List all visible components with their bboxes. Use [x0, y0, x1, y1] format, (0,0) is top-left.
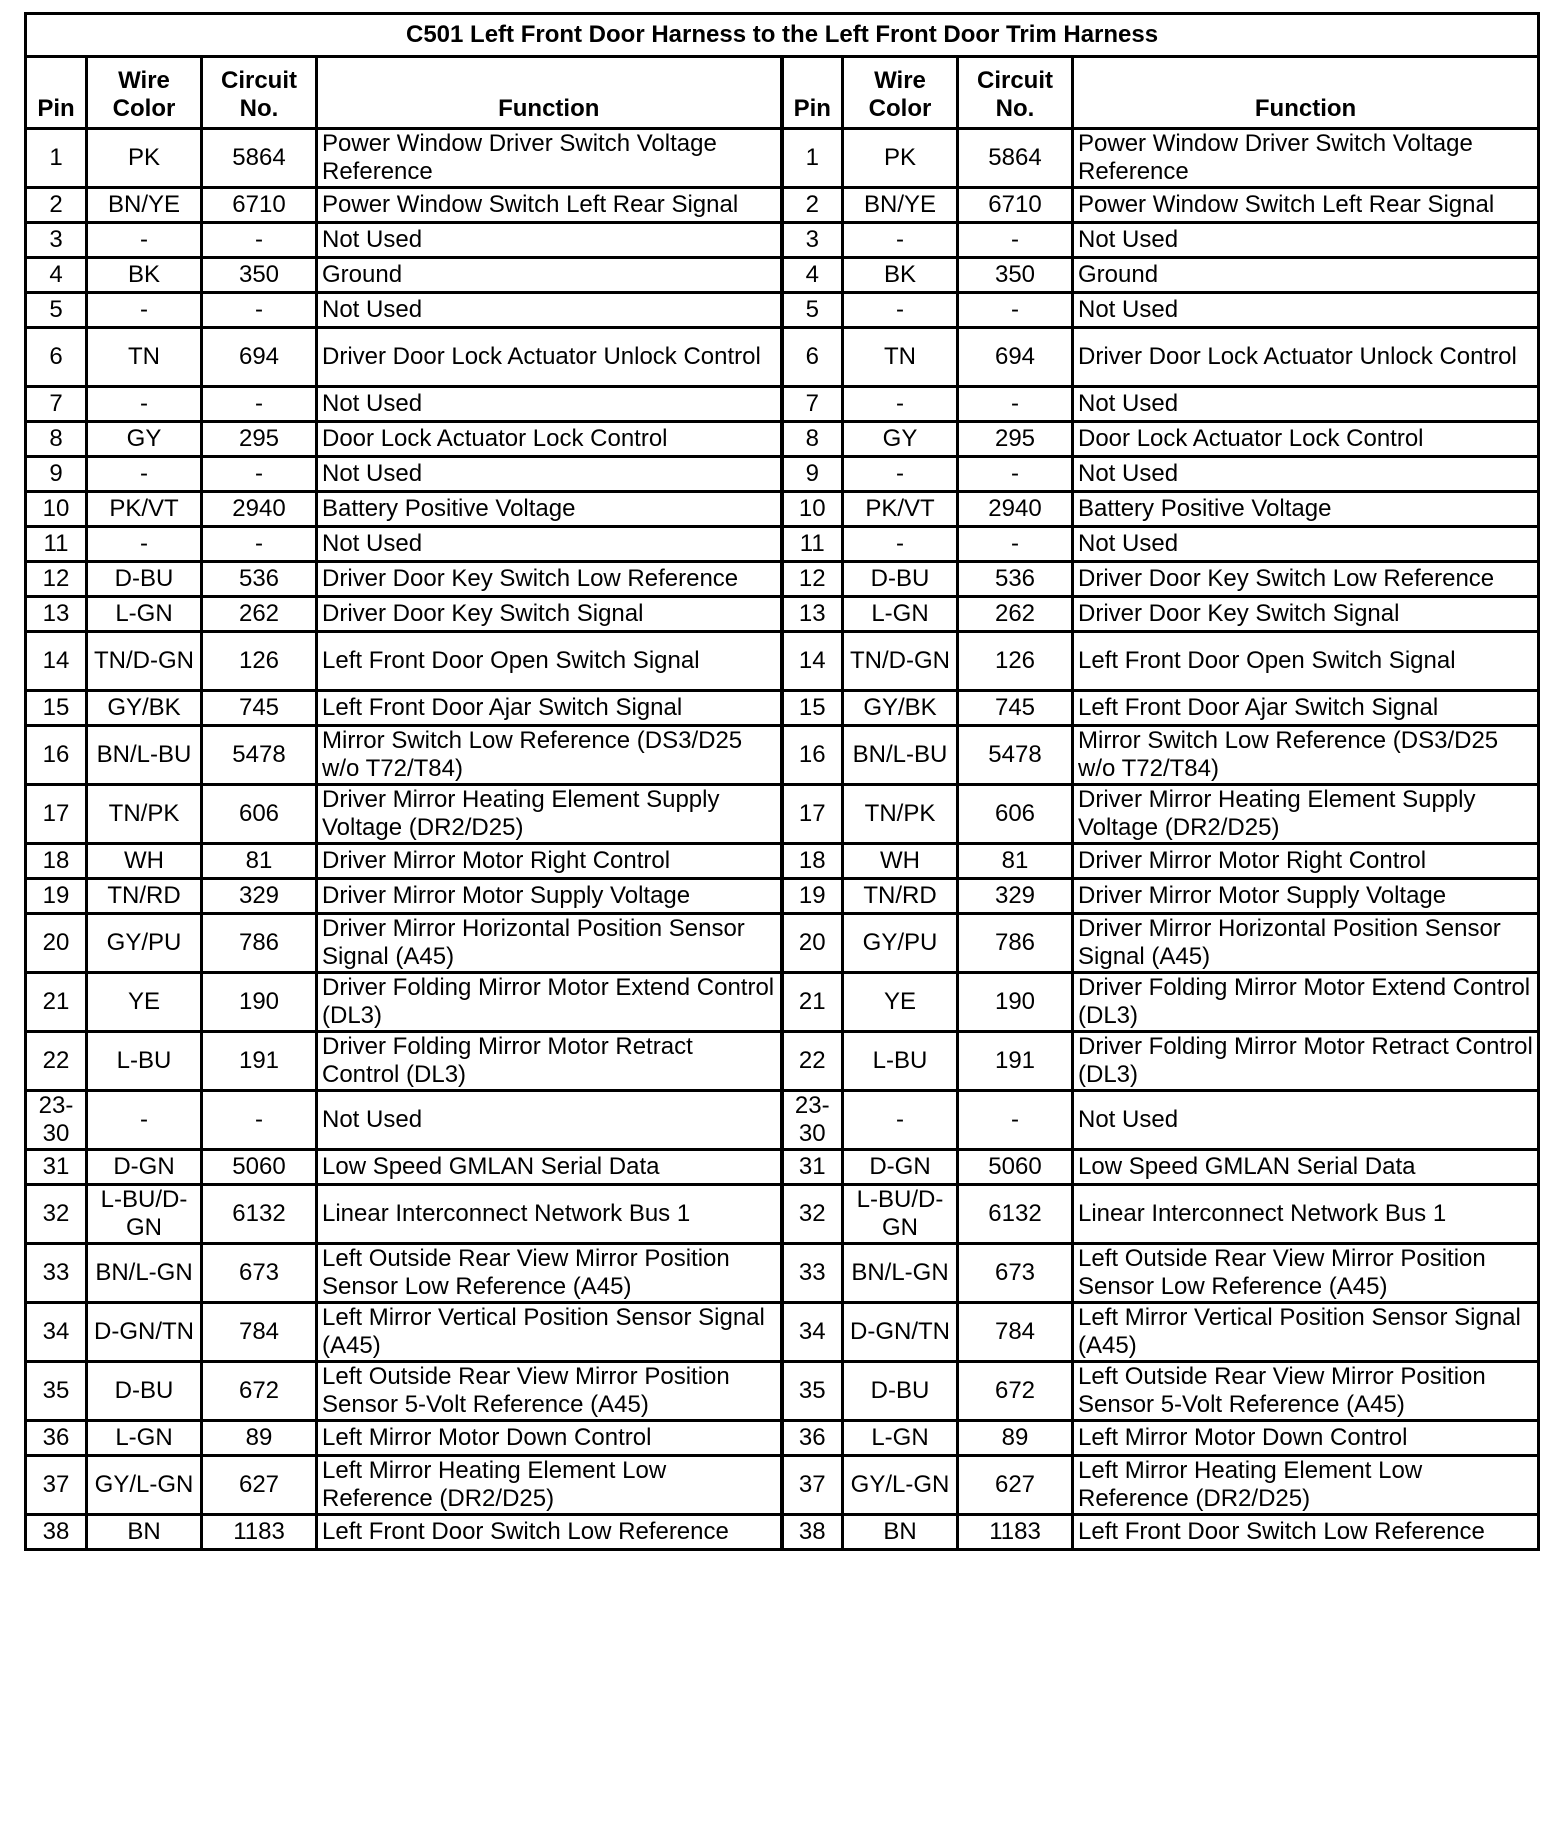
pin-cell: 8: [26, 422, 87, 457]
table-row: [26, 387, 1539, 422]
circuit-no-cell: -: [958, 387, 1073, 422]
wire-color-cell: PK/VT: [87, 492, 202, 527]
function-cell: Driver Mirror Motor Supply Voltage: [1073, 879, 1539, 914]
function-cell: Mirror Switch Low Reference (DS3/D25 w/o T72/T84): [317, 726, 782, 785]
pin-cell: 9: [26, 457, 87, 492]
circuit-no-cell: 606: [202, 785, 317, 844]
pin-cell: 23-30: [782, 1091, 843, 1150]
circuit-no-cell: -: [202, 293, 317, 328]
circuit-no-cell: -: [958, 1091, 1073, 1150]
table-row: [26, 293, 1539, 328]
circuit-no-cell: 262: [958, 597, 1073, 632]
table-row: [26, 597, 1539, 632]
pin-rows: [26, 129, 1539, 1550]
circuit-no-cell: 694: [958, 328, 1073, 387]
pin-cell: 9: [782, 457, 843, 492]
pinout-table: [24, 12, 1540, 1551]
wire-color-cell: D-BU: [843, 562, 958, 597]
pin-cell: 5: [782, 293, 843, 328]
circuit-no-cell: -: [202, 387, 317, 422]
circuit-no-cell: 627: [202, 1456, 317, 1515]
circuit-no-cell: -: [958, 527, 1073, 562]
circuit-no-cell: -: [202, 223, 317, 258]
function-cell: Driver Door Lock Actuator Unlock Control: [1073, 328, 1539, 387]
table-row: [26, 1150, 1539, 1185]
function-cell: Power Window Switch Left Rear Signal: [1073, 188, 1539, 223]
circuit-no-cell: 6132: [958, 1185, 1073, 1244]
circuit-no-cell: 191: [202, 1032, 317, 1091]
table-row: [26, 1515, 1539, 1550]
wire-color-cell: D-BU: [87, 1362, 202, 1421]
circuit-no-cell: 672: [202, 1362, 317, 1421]
pin-cell: 1: [782, 129, 843, 188]
pin-cell: 7: [782, 387, 843, 422]
function-cell: Left Front Door Ajar Switch Signal: [317, 691, 782, 726]
function-cell: Not Used: [317, 1091, 782, 1150]
wire-color-cell: PK: [843, 129, 958, 188]
function-cell: Left Front Door Switch Low Reference: [1073, 1515, 1539, 1550]
wire-color-cell: TN/D-GN: [87, 632, 202, 691]
function-cell: Left Outside Rear View Mirror Position Sensor Low Reference (A45): [317, 1244, 782, 1303]
circuit-no-cell: -: [202, 527, 317, 562]
function-cell: Left Mirror Motor Down Control: [1073, 1421, 1539, 1456]
wire-color-cell: GY: [843, 422, 958, 457]
pin-cell: 35: [782, 1362, 843, 1421]
pin-cell: 22: [26, 1032, 87, 1091]
pin-cell: 37: [26, 1456, 87, 1515]
pin-cell: 13: [26, 597, 87, 632]
circuit-no-cell: 536: [958, 562, 1073, 597]
circuit-no-cell: 786: [202, 914, 317, 973]
circuit-no-cell: 350: [202, 258, 317, 293]
table-row: [26, 492, 1539, 527]
wire-color-cell: D-GN: [87, 1150, 202, 1185]
pin-cell: 6: [26, 328, 87, 387]
circuit-no-cell: 6132: [202, 1185, 317, 1244]
pin-cell: 20: [782, 914, 843, 973]
pin-cell: 4: [782, 258, 843, 293]
table-row: [26, 879, 1539, 914]
table-row: [26, 422, 1539, 457]
function-cell: Not Used: [1073, 387, 1539, 422]
pin-cell: 31: [26, 1150, 87, 1185]
wire-color-cell: D-GN/TN: [843, 1303, 958, 1362]
circuit-no-cell: 627: [958, 1456, 1073, 1515]
wire-color-cell: BN/YE: [87, 188, 202, 223]
wire-color-cell: GY/L-GN: [87, 1456, 202, 1515]
wire-color-cell: TN/PK: [87, 785, 202, 844]
pin-cell: 33: [26, 1244, 87, 1303]
wire-color-cell: TN/PK: [843, 785, 958, 844]
circuit-no-cell: 672: [958, 1362, 1073, 1421]
circuit-no-cell: 329: [202, 879, 317, 914]
connector-pinout-sheet: [24, 12, 1537, 1551]
wire-color-cell: L-BU/D-GN: [843, 1185, 958, 1244]
wire-color-cell: L-BU: [87, 1032, 202, 1091]
wire-color-cell: WH: [87, 844, 202, 879]
wire-color-cell: BN/L-GN: [843, 1244, 958, 1303]
wire-color-cell: -: [843, 293, 958, 328]
wire-color-cell: -: [87, 223, 202, 258]
header-circuit-no: Circuit No.: [958, 57, 1073, 129]
wire-color-cell: BN/L-GN: [87, 1244, 202, 1303]
pin-cell: 17: [782, 785, 843, 844]
table-row: [26, 457, 1539, 492]
pin-cell: 14: [782, 632, 843, 691]
wire-color-cell: TN: [87, 328, 202, 387]
circuit-no-cell: 2940: [202, 492, 317, 527]
wire-color-cell: -: [843, 387, 958, 422]
wire-color-cell: L-GN: [843, 1421, 958, 1456]
header-function: Function: [317, 57, 782, 129]
pin-cell: 2: [26, 188, 87, 223]
wire-color-cell: -: [843, 223, 958, 258]
table-row: [26, 973, 1539, 1032]
circuit-no-cell: -: [202, 457, 317, 492]
function-cell: Left Front Door Ajar Switch Signal: [1073, 691, 1539, 726]
circuit-no-cell: 262: [202, 597, 317, 632]
wire-color-cell: PK/VT: [843, 492, 958, 527]
circuit-no-cell: 673: [202, 1244, 317, 1303]
table-row: [26, 188, 1539, 223]
function-cell: Not Used: [317, 457, 782, 492]
circuit-no-cell: 126: [958, 632, 1073, 691]
pin-cell: 16: [26, 726, 87, 785]
header-pin: Pin: [782, 57, 843, 129]
table-row: [26, 1032, 1539, 1091]
circuit-no-cell: 5060: [958, 1150, 1073, 1185]
pin-cell: 16: [782, 726, 843, 785]
function-cell: Not Used: [317, 527, 782, 562]
circuit-no-cell: -: [202, 1091, 317, 1150]
circuit-no-cell: 89: [202, 1421, 317, 1456]
function-cell: Driver Folding Mirror Motor Retract Control (DL3): [1073, 1032, 1539, 1091]
function-cell: Driver Folding Mirror Motor Retract Control (DL3): [317, 1032, 782, 1091]
function-cell: Driver Mirror Horizontal Position Sensor Signal (A45): [1073, 914, 1539, 973]
circuit-no-cell: 190: [958, 973, 1073, 1032]
circuit-no-cell: -: [958, 293, 1073, 328]
function-cell: Not Used: [1073, 293, 1539, 328]
wire-color-cell: -: [87, 457, 202, 492]
function-cell: Left Outside Rear View Mirror Position Sensor Low Reference (A45): [1073, 1244, 1539, 1303]
pin-cell: 10: [782, 492, 843, 527]
function-cell: Driver Door Key Switch Low Reference: [1073, 562, 1539, 597]
wire-color-cell: -: [87, 1091, 202, 1150]
table-row: [26, 726, 1539, 785]
function-cell: Left Mirror Heating Element Low Reference (DR2/D25): [317, 1456, 782, 1515]
function-cell: Driver Door Lock Actuator Unlock Control: [317, 328, 782, 387]
wire-color-cell: -: [843, 457, 958, 492]
pin-cell: 19: [26, 879, 87, 914]
circuit-no-cell: 606: [958, 785, 1073, 844]
wire-color-cell: GY/BK: [843, 691, 958, 726]
wire-color-cell: BN/L-BU: [87, 726, 202, 785]
header-function: Function: [1073, 57, 1539, 129]
wire-color-cell: D-BU: [87, 562, 202, 597]
circuit-no-cell: 5060: [202, 1150, 317, 1185]
table-row: [26, 1303, 1539, 1362]
function-cell: Driver Mirror Horizontal Position Sensor Signal (A45): [317, 914, 782, 973]
function-cell: Mirror Switch Low Reference (DS3/D25 w/o T72/T84): [1073, 726, 1539, 785]
function-cell: Left Mirror Vertical Position Sensor Signal (A45): [1073, 1303, 1539, 1362]
wire-color-cell: TN/D-GN: [843, 632, 958, 691]
pin-cell: 18: [782, 844, 843, 879]
table-row: [26, 223, 1539, 258]
header-circuit-no: Circuit No.: [202, 57, 317, 129]
function-cell: Not Used: [317, 293, 782, 328]
function-cell: Driver Mirror Motor Supply Voltage: [317, 879, 782, 914]
circuit-no-cell: 126: [202, 632, 317, 691]
wire-color-cell: D-GN/TN: [87, 1303, 202, 1362]
pin-cell: 5: [26, 293, 87, 328]
circuit-no-cell: 81: [958, 844, 1073, 879]
circuit-no-cell: 745: [202, 691, 317, 726]
wire-color-cell: YE: [843, 973, 958, 1032]
wire-color-cell: -: [87, 527, 202, 562]
wire-color-cell: TN/RD: [87, 879, 202, 914]
function-cell: Left Front Door Switch Low Reference: [317, 1515, 782, 1550]
function-cell: Driver Mirror Heating Element Supply Voltage (DR2/D25): [1073, 785, 1539, 844]
circuit-no-cell: 190: [202, 973, 317, 1032]
table-row: [26, 1362, 1539, 1421]
function-cell: Ground: [317, 258, 782, 293]
function-cell: Not Used: [1073, 1091, 1539, 1150]
pin-cell: 11: [782, 527, 843, 562]
header-pin: Pin: [26, 57, 87, 129]
function-cell: Left Mirror Heating Element Low Reference (DR2/D25): [1073, 1456, 1539, 1515]
function-cell: Low Speed GMLAN Serial Data: [1073, 1150, 1539, 1185]
pin-cell: 8: [782, 422, 843, 457]
pin-cell: 3: [26, 223, 87, 258]
function-cell: Not Used: [1073, 527, 1539, 562]
pin-cell: 4: [26, 258, 87, 293]
pin-cell: 15: [26, 691, 87, 726]
pin-cell: 36: [782, 1421, 843, 1456]
header-wire-color: Wire Color: [843, 57, 958, 129]
function-cell: Not Used: [317, 387, 782, 422]
circuit-no-cell: 329: [958, 879, 1073, 914]
circuit-no-cell: 6710: [202, 188, 317, 223]
circuit-no-cell: 536: [202, 562, 317, 597]
wire-color-cell: TN: [843, 328, 958, 387]
table-row: [26, 1091, 1539, 1150]
pin-cell: 20: [26, 914, 87, 973]
wire-color-cell: BN: [843, 1515, 958, 1550]
function-cell: Left Outside Rear View Mirror Position Sensor 5-Volt Reference (A45): [317, 1362, 782, 1421]
pin-cell: 1: [26, 129, 87, 188]
table-row: [26, 1421, 1539, 1456]
wire-color-cell: D-BU: [843, 1362, 958, 1421]
wire-color-cell: GY/BK: [87, 691, 202, 726]
function-cell: Driver Folding Mirror Motor Extend Control (DL3): [1073, 973, 1539, 1032]
header-row: [26, 57, 1539, 129]
circuit-no-cell: 2940: [958, 492, 1073, 527]
wire-color-cell: L-GN: [843, 597, 958, 632]
wire-color-cell: YE: [87, 973, 202, 1032]
pin-cell: 12: [782, 562, 843, 597]
function-cell: Left Mirror Vertical Position Sensor Signal (A45): [317, 1303, 782, 1362]
wire-color-cell: GY/PU: [843, 914, 958, 973]
circuit-no-cell: 673: [958, 1244, 1073, 1303]
function-cell: Power Window Driver Switch Voltage Reference: [1073, 129, 1539, 188]
function-cell: Battery Positive Voltage: [317, 492, 782, 527]
circuit-no-cell: 784: [202, 1303, 317, 1362]
table-row: [26, 844, 1539, 879]
circuit-no-cell: 5864: [958, 129, 1073, 188]
header-wire-color: Wire Color: [87, 57, 202, 129]
pin-cell: 31: [782, 1150, 843, 1185]
pin-cell: 3: [782, 223, 843, 258]
circuit-no-cell: 5864: [202, 129, 317, 188]
table-row: [26, 258, 1539, 293]
pin-cell: 2: [782, 188, 843, 223]
pin-cell: 6: [782, 328, 843, 387]
circuit-no-cell: 5478: [202, 726, 317, 785]
pin-cell: 11: [26, 527, 87, 562]
pin-cell: 10: [26, 492, 87, 527]
function-cell: Battery Positive Voltage: [1073, 492, 1539, 527]
wire-color-cell: -: [87, 293, 202, 328]
circuit-no-cell: 191: [958, 1032, 1073, 1091]
circuit-no-cell: 1183: [202, 1515, 317, 1550]
wire-color-cell: BN/L-BU: [843, 726, 958, 785]
pin-cell: 23-30: [26, 1091, 87, 1150]
pin-cell: 32: [26, 1185, 87, 1244]
function-cell: Low Speed GMLAN Serial Data: [317, 1150, 782, 1185]
pin-cell: 36: [26, 1421, 87, 1456]
wire-color-cell: -: [87, 387, 202, 422]
function-cell: Driver Door Key Switch Low Reference: [317, 562, 782, 597]
circuit-no-cell: 295: [202, 422, 317, 457]
circuit-no-cell: 6710: [958, 188, 1073, 223]
wire-color-cell: L-GN: [87, 1421, 202, 1456]
pin-cell: 7: [26, 387, 87, 422]
function-cell: Door Lock Actuator Lock Control: [317, 422, 782, 457]
pin-cell: 21: [782, 973, 843, 1032]
table-row: [26, 129, 1539, 188]
pin-cell: 14: [26, 632, 87, 691]
function-cell: Driver Mirror Motor Right Control: [317, 844, 782, 879]
function-cell: Not Used: [317, 223, 782, 258]
table-row: [26, 562, 1539, 597]
circuit-no-cell: 694: [202, 328, 317, 387]
function-cell: Driver Mirror Heating Element Supply Voltage (DR2/D25): [317, 785, 782, 844]
pin-cell: 33: [782, 1244, 843, 1303]
circuit-no-cell: -: [958, 223, 1073, 258]
pin-cell: 22: [782, 1032, 843, 1091]
pin-cell: 15: [782, 691, 843, 726]
wire-color-cell: -: [843, 1091, 958, 1150]
function-cell: Linear Interconnect Network Bus 1: [317, 1185, 782, 1244]
pin-cell: 17: [26, 785, 87, 844]
wire-color-cell: D-GN: [843, 1150, 958, 1185]
function-cell: Power Window Switch Left Rear Signal: [317, 188, 782, 223]
pin-cell: 19: [782, 879, 843, 914]
table-row: [26, 1456, 1539, 1515]
pin-cell: 38: [782, 1515, 843, 1550]
table-row: [26, 1244, 1539, 1303]
table-row: [26, 328, 1539, 387]
function-cell: Driver Door Key Switch Signal: [1073, 597, 1539, 632]
function-cell: Driver Door Key Switch Signal: [317, 597, 782, 632]
wire-color-cell: GY: [87, 422, 202, 457]
function-cell: Left Mirror Motor Down Control: [317, 1421, 782, 1456]
function-cell: Not Used: [1073, 457, 1539, 492]
circuit-no-cell: 745: [958, 691, 1073, 726]
wire-color-cell: -: [843, 527, 958, 562]
wire-color-cell: PK: [87, 129, 202, 188]
function-cell: Driver Mirror Motor Right Control: [1073, 844, 1539, 879]
table-title-row: [26, 14, 1539, 57]
circuit-no-cell: -: [958, 457, 1073, 492]
function-cell: Door Lock Actuator Lock Control: [1073, 422, 1539, 457]
wire-color-cell: BN: [87, 1515, 202, 1550]
circuit-no-cell: 295: [958, 422, 1073, 457]
table-row: [26, 632, 1539, 691]
pin-cell: 35: [26, 1362, 87, 1421]
wire-color-cell: L-GN: [87, 597, 202, 632]
pin-cell: 34: [782, 1303, 843, 1362]
pin-cell: 38: [26, 1515, 87, 1550]
table-row: [26, 527, 1539, 562]
pin-cell: 32: [782, 1185, 843, 1244]
wire-color-cell: L-BU: [843, 1032, 958, 1091]
circuit-no-cell: 81: [202, 844, 317, 879]
function-cell: Left Front Door Open Switch Signal: [317, 632, 782, 691]
circuit-no-cell: 350: [958, 258, 1073, 293]
wire-color-cell: GY/PU: [87, 914, 202, 973]
table-row: [26, 785, 1539, 844]
function-cell: Left Front Door Open Switch Signal: [1073, 632, 1539, 691]
pin-cell: 18: [26, 844, 87, 879]
circuit-no-cell: 5478: [958, 726, 1073, 785]
pin-cell: 21: [26, 973, 87, 1032]
table-row: [26, 1185, 1539, 1244]
function-cell: Power Window Driver Switch Voltage Reference: [317, 129, 782, 188]
table-row: [26, 691, 1539, 726]
wire-color-cell: BK: [843, 258, 958, 293]
table-title: C501 Left Front Door Harness to the Left Front Door Trim Harness: [26, 14, 1539, 57]
wire-color-cell: BK: [87, 258, 202, 293]
circuit-no-cell: 786: [958, 914, 1073, 973]
pin-cell: 13: [782, 597, 843, 632]
wire-color-cell: TN/RD: [843, 879, 958, 914]
function-cell: Linear Interconnect Network Bus 1: [1073, 1185, 1539, 1244]
wire-color-cell: L-BU/D-GN: [87, 1185, 202, 1244]
circuit-no-cell: 1183: [958, 1515, 1073, 1550]
pin-cell: 37: [782, 1456, 843, 1515]
wire-color-cell: GY/L-GN: [843, 1456, 958, 1515]
circuit-no-cell: 784: [958, 1303, 1073, 1362]
wire-color-cell: WH: [843, 844, 958, 879]
pin-cell: 12: [26, 562, 87, 597]
function-cell: Not Used: [1073, 223, 1539, 258]
circuit-no-cell: 89: [958, 1421, 1073, 1456]
function-cell: Left Outside Rear View Mirror Position Sensor 5-Volt Reference (A45): [1073, 1362, 1539, 1421]
function-cell: Ground: [1073, 258, 1539, 293]
table-row: [26, 914, 1539, 973]
pin-cell: 34: [26, 1303, 87, 1362]
wire-color-cell: BN/YE: [843, 188, 958, 223]
function-cell: Driver Folding Mirror Motor Extend Control (DL3): [317, 973, 782, 1032]
